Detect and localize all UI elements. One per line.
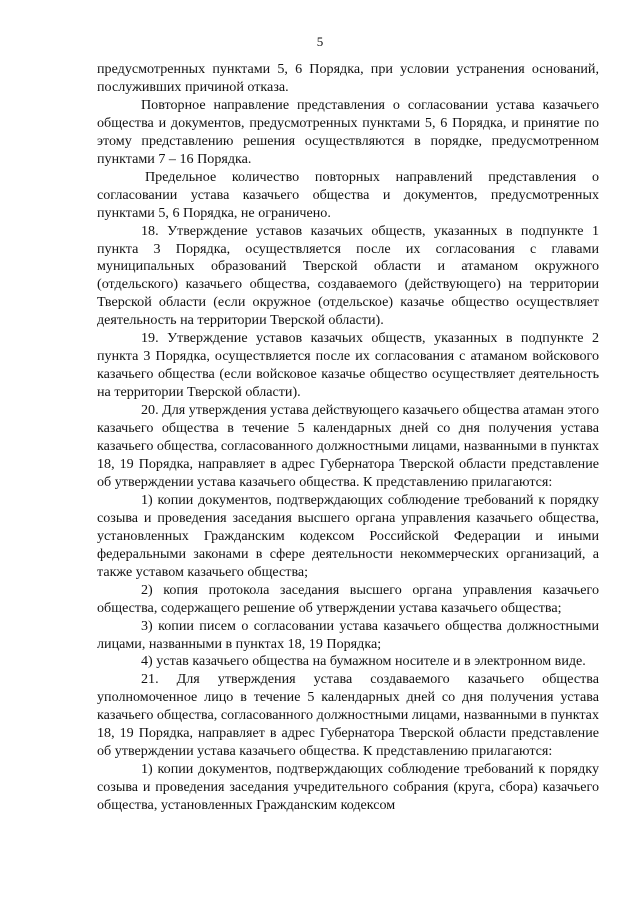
- list-item-21-1: 1) копии документов, подтверждающих соблюдение требований к порядку созыва и проведения заседания учредительного собрания (круга, сбора) казачьего общества, установленных Гражданским кодексом: [97, 761, 599, 814]
- paragraph-submission-limit: Предельное количество повторных направлений представления о согласовании устава казачьего общества и документов, предусмотренных пунктами 5, 6 Порядка, не ограничено.: [97, 168, 599, 221]
- list-item-20-4: 4) устав казачьего общества на бумажном носителе и в электронном виде.: [141, 653, 586, 670]
- paragraph-item-19: 19. Утверждение уставов казачьих обществ, указанных в подпункте 2 пункта 3 Порядка, осуществляется после их согласования с атаманом войскового казачьего общества (если войсковое казачье общество осуществляет деятельность на территории Тверской области).: [97, 330, 599, 401]
- paragraph-repeat-submission: Повторное направление представления о согласовании устава казачьего общества и документов, предусмотренных пунктами 5, 6 Порядка, и принятие по этому представлению решения осуществляются в порядке, предусмотренном пунктами 7 – 16 Порядка.: [97, 96, 599, 167]
- list-item-20-2: 2) копия протокола заседания высшего органа управления казачьего общества, содержащего решение об утверждении устава казачьего общества;: [97, 581, 599, 616]
- paragraph-item-21: 21. Для утверждения устава создаваемого казачьего общества уполномоченное лицо в течение 5 календарных дней со дня получения устава казачьего общества, согласованного должностными лицами, названными в пунктах 18, 19 Порядка, направляет в адрес Губернатора Тверской области представление об утверждении устава казачьего общества. К представлению прилагаются:: [97, 671, 599, 760]
- list-item-20-3: 3) копии писем о согласовании устава казачьего общества должностными лицами, названными в пунктах 18, 19 Порядка;: [97, 617, 599, 652]
- paragraph-continuation: предусмотренных пунктами 5, 6 Порядка, при условии устранения оснований, послуживших причиной отказа.: [97, 61, 599, 95]
- paragraph-item-20: 20. Для утверждения устава действующего казачьего общества атаман этого казачьего общества в течение 5 календарных дней со дня получения устава казачьего общества, согласованного должностными лицами, названными в пунктах 18, 19 Порядка, направляет в адрес Губернатора Тверской области представление об утверждении устава казачьего общества. К представлению прилагаются:: [97, 402, 599, 490]
- document-body: [97, 61, 599, 815]
- page-number: 5: [316, 34, 324, 49]
- list-item-20-1: 1) копии документов, подтверждающих соблюдение требований к порядку созыва и проведения заседания высшего органа управления казачьего общества, установленных Гражданским кодексом Российской Федерации и иными федеральными законами в сфере деятельности некоммерческих организаций, а также уставом казачьего общества;: [97, 491, 599, 580]
- paragraph-item-18: 18. Утверждение уставов казачьих обществ, указанных в подпункте 1 пункта 3 Порядка, осуществляется после их согласования с главами муниципальных образований Тверской области и атаманом окружного (отдельского) казачьего общества, создаваемого (действующего) на территории Тверской области (если окружное (отдельское) казачье общество осуществляет деятельность на территории Тверской области).: [97, 222, 599, 329]
